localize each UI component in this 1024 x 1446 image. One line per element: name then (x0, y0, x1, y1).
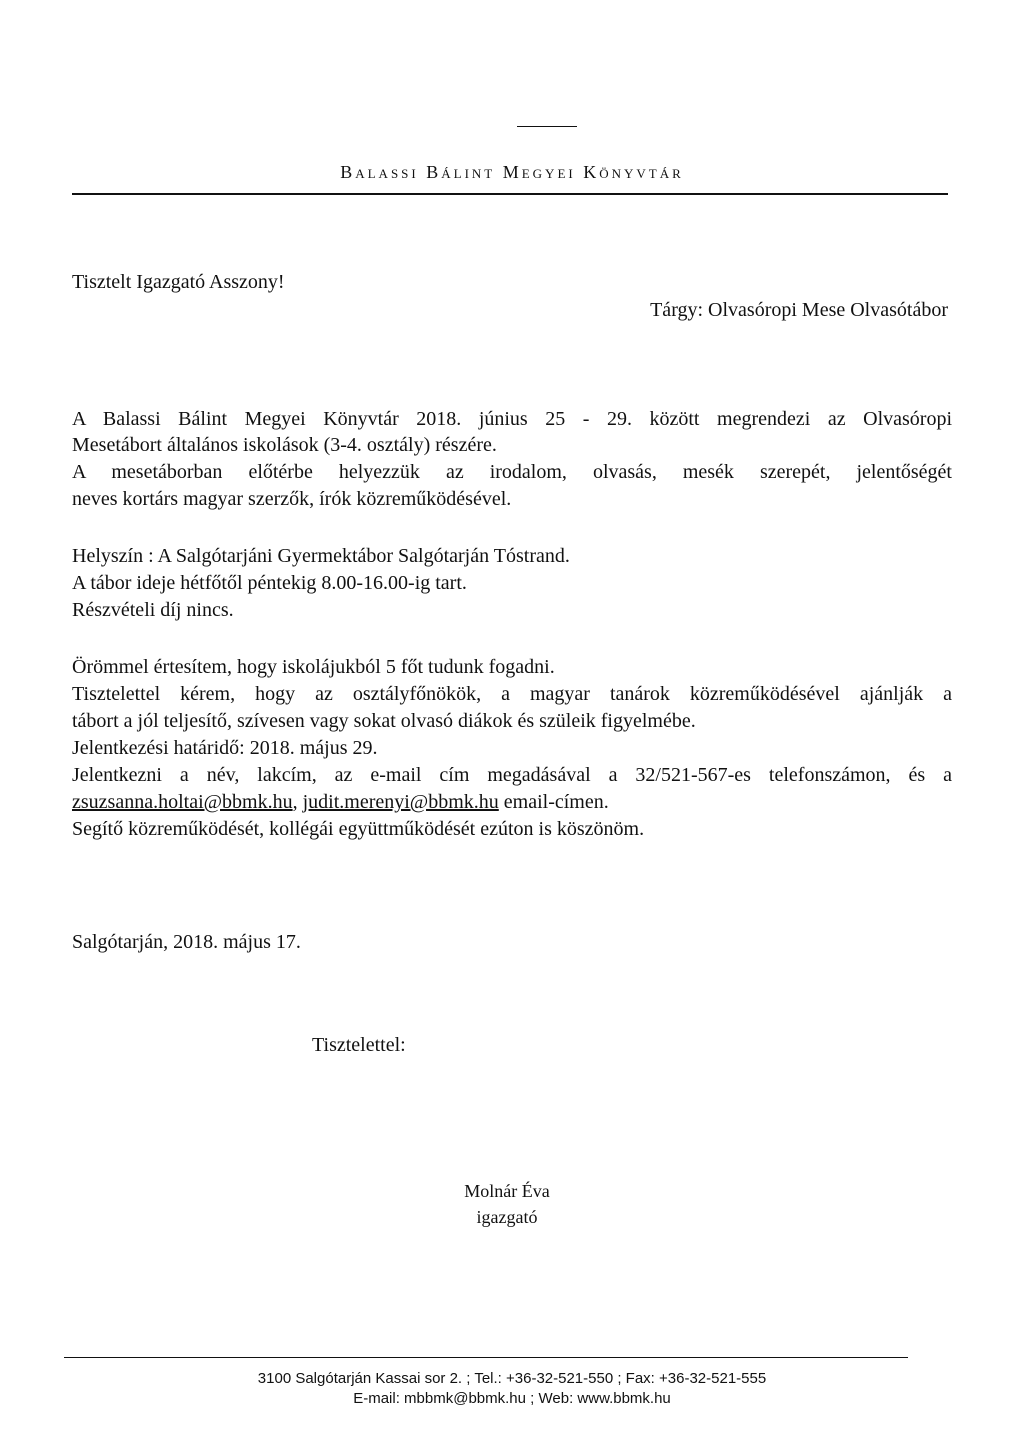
email-suffix: email-címen. (498, 791, 609, 813)
email-link-holtai[interactable]: zsuzsanna.holtai@bbmk.hu (72, 791, 293, 813)
subject-line: Tárgy: Olvasóropi Mese Olvasótábor (650, 299, 948, 321)
contact-email-line (72, 789, 952, 815)
signature-role: igazgató (476, 1207, 538, 1227)
email-link-merenyi[interactable]: judit.merenyi@bbmk.hu (302, 791, 499, 813)
schedule-line: A tábor ideje hétfőtől péntekig 8.00-16.00-ig tart. (72, 572, 467, 594)
fee-line: Részvételi díj nincs. (72, 599, 234, 621)
header-divider (72, 193, 948, 195)
location-line: Helyszín : A Salgótarjáni Gyermektábor Salgótarján Tóstrand. (72, 545, 570, 567)
paragraph-line: Örömmel értesítem, hogy iskolájukból 5 főt tudunk fogadni. (72, 656, 555, 678)
paragraph-line: A Balassi Bálint Megyei Könyvtár 2018. június 25 - 29. között megrendezi az Olvasóropi (72, 408, 952, 430)
footer-contact: E-mail: mbbmk@bbmk.hu ; Web: www.bbmk.hu (353, 1390, 671, 1407)
paragraph-line: tábort a jól teljesítő, szívesen vagy sokat olvasó diákok és szüleik figyelmébe. (72, 710, 696, 732)
signature-name: Molnár Éva (464, 1181, 550, 1201)
paragraph-line: Mesetábort általános iskolások (3-4. osztály) részére. (72, 434, 497, 456)
deadline-line: Jelentkezési határidő: 2018. május 29. (72, 737, 378, 759)
paragraph-line: neves kortárs magyar szerzők, írók közreműködésével. (72, 488, 512, 510)
footer-divider (64, 1357, 908, 1358)
date-place: Salgótarján, 2018. május 17. (72, 931, 301, 953)
thanks-line: Segítő közreműködését, kollégái együttműködését ezúton is köszönöm. (72, 818, 645, 840)
paragraph-line: Jelentkezni a név, lakcím, az e-mail cím megadásával a 32/521-567-es telefonszámon, és a (72, 764, 952, 786)
header-top-rule (517, 126, 577, 127)
paragraph-line: Tisztelettel kérem, hogy az osztályfőnökök, a magyar tanárok közreműködésével ajánlják a (72, 683, 952, 705)
footer-address: 3100 Salgótarján Kassai sor 2. ; Tel.: +36-32-521-550 ; Fax: +36-32-521-555 (257, 1370, 767, 1387)
email-separator: , (292, 791, 303, 813)
closing-phrase: Tisztelettel: (312, 1034, 406, 1056)
library-header-title: Balassi Bálint Megyei Könyvtár (340, 162, 684, 182)
salutation: Tisztelt Igazgató Asszony! (72, 271, 285, 293)
paragraph-line: A mesetáborban előtérbe helyezzük az irodalom, olvasás, mesék szerepét, jelentőségét (72, 461, 952, 483)
